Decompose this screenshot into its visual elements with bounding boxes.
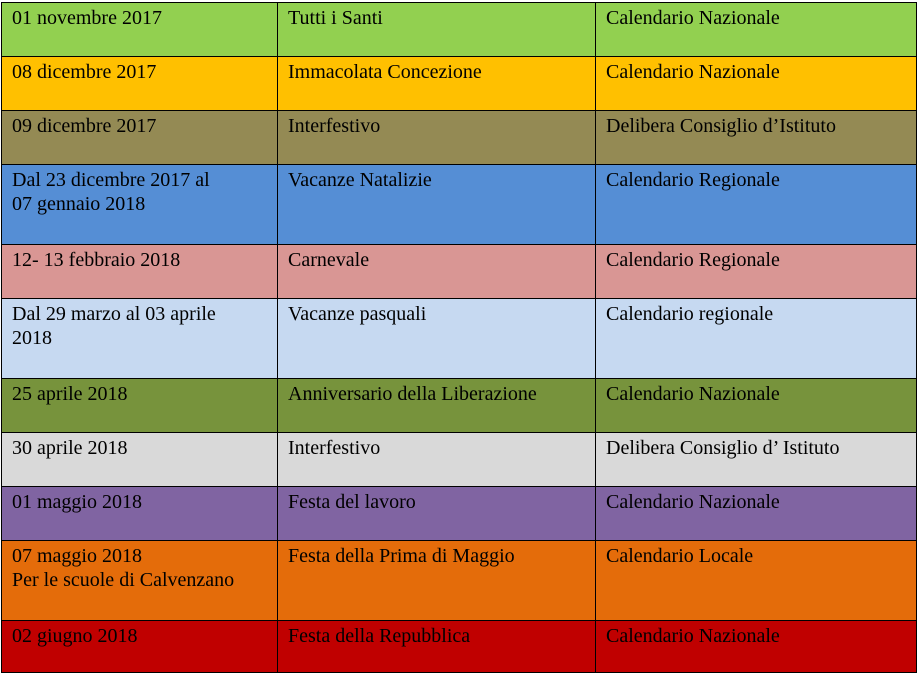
date-cell: 08 dicembre 2017 [2,57,278,111]
event-cell: Anniversario della Liberazione [278,379,596,433]
source-cell: Calendario Nazionale [596,57,917,111]
event-cell: Interfestivo [278,433,596,487]
event-cell: Immacolata Concezione [278,57,596,111]
table-row [2,433,917,487]
date-cell: 25 aprile 2018 [2,379,278,433]
table-row [2,541,917,621]
date-cell: Dal 29 marzo al 03 aprile 2018 [2,299,278,379]
event-cell: Festa del lavoro [278,487,596,541]
source-cell: Calendario Nazionale [596,3,917,57]
table-row [2,57,917,111]
event-cell: Tutti i Santi [278,3,596,57]
event-cell: Festa della Prima di Maggio [278,541,596,621]
table-row [2,3,917,57]
holiday-calendar-table [1,2,917,673]
source-cell: Calendario Locale [596,541,917,621]
event-cell: Festa della Repubblica [278,621,596,673]
source-cell: Calendario Regionale [596,165,917,245]
event-cell: Interfestivo [278,111,596,165]
date-cell: 30 aprile 2018 [2,433,278,487]
date-cell: 12- 13 febbraio 2018 [2,245,278,299]
date-cell: 02 giugno 2018 [2,621,278,673]
table-row [2,621,917,673]
source-cell: Delibera Consiglio d’ Istituto [596,433,917,487]
source-cell: Calendario Nazionale [596,621,917,673]
table-row [2,111,917,165]
date-cell: 01 maggio 2018 [2,487,278,541]
source-cell: Calendario Regionale [596,245,917,299]
table-row [2,245,917,299]
event-cell: Vacanze Natalizie [278,165,596,245]
date-cell: Dal 23 dicembre 2017 al 07 gennaio 2018 [2,165,278,245]
source-cell: Calendario Nazionale [596,487,917,541]
table-row [2,165,917,245]
source-cell: Calendario Nazionale [596,379,917,433]
table-row [2,299,917,379]
event-cell: Vacanze pasquali [278,299,596,379]
date-cell: 09 dicembre 2017 [2,111,278,165]
table-row [2,487,917,541]
source-cell: Delibera Consiglio d’Istituto [596,111,917,165]
source-cell: Calendario regionale [596,299,917,379]
event-cell: Carnevale [278,245,596,299]
date-cell: 07 maggio 2018 Per le scuole di Calvenzano [2,541,278,621]
table-row [2,379,917,433]
date-cell: 01 novembre 2017 [2,3,278,57]
